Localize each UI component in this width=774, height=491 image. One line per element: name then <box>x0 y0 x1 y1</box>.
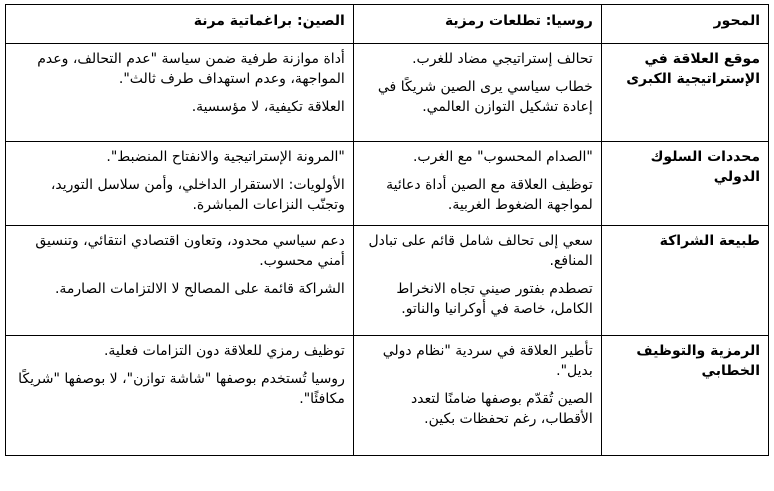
cell-paragraph: تأطير العلاقة في سردية "نظام دولي بديل". <box>382 343 593 379</box>
row-axis-label: محددات السلوك الدولي <box>601 142 768 226</box>
china-cell <box>6 44 354 142</box>
cell-paragraph: "المرونة الإستراتيجية والانفتاح المنضبط". <box>106 149 345 165</box>
row-axis-label: موقع العلاقة في الإستراتيجية الكبرى <box>601 44 768 142</box>
cell-paragraph: الشراكة قائمة على المصالح لا الالتزامات الصارمة. <box>54 281 345 297</box>
header-russia: روسيا: تطلعات رمزية <box>353 5 601 44</box>
russia-cell <box>353 226 601 336</box>
cell-paragraph: تصطدم بفتور صيني تجاه الانخراط الكامل، خاصة في أوكرانيا والناتو. <box>396 281 593 317</box>
russia-cell <box>353 44 601 142</box>
cell-paragraph: خطاب سياسي يرى الصين شريكًا في إعادة تشكيل التوازن العالمي. <box>377 79 593 115</box>
cell-paragraph: روسيا تُستخدم بوصفها "شاشة توازن"، لا بوصفها "شريكًا مكافئًا". <box>18 371 345 407</box>
china-cell <box>6 336 354 456</box>
cell-paragraph: الأولويات: الاستقرار الداخلي، وأمن سلاسل التوريد، وتجنّب النزاعات المباشرة. <box>50 177 345 213</box>
russia-cell <box>353 336 601 456</box>
china-cell <box>6 226 354 336</box>
table-header-row <box>6 5 769 44</box>
table-row <box>6 142 769 226</box>
cell-paragraph: تحالف إستراتيجي مضاد للغرب. <box>412 51 593 67</box>
cell-paragraph: أداة موازنة طرفية ضمن سياسة "عدم التحالف، وعدم المواجهة، وعدم استهداف طرف ثالث". <box>37 51 345 87</box>
cell-paragraph: العلاقة تكيفية، لا مؤسسية. <box>191 99 345 115</box>
cell-paragraph: دعم سياسي محدود، وتعاون اقتصادي انتقائي، وتنسيق أمني محسوب. <box>35 233 345 269</box>
row-axis-label: طبيعة الشراكة <box>601 226 768 336</box>
header-axis: المحور <box>601 5 768 44</box>
table-row <box>6 44 769 142</box>
comparison-table <box>5 4 769 456</box>
cell-paragraph: توظيف العلاقة مع الصين أداة دعائية لمواجهة الضغوط الغربية. <box>386 177 593 213</box>
table-row <box>6 226 769 336</box>
russia-cell <box>353 142 601 226</box>
cell-paragraph: "الصدام المحسوب" مع الغرب. <box>412 149 593 165</box>
cell-paragraph: سعي إلى تحالف شامل قائم على تبادل المنافع. <box>368 233 593 269</box>
cell-paragraph: توظيف رمزي للعلاقة دون التزامات فعلية. <box>103 343 345 359</box>
header-china: الصين: براغماتية مرنة <box>6 5 354 44</box>
table-row <box>6 336 769 456</box>
china-cell <box>6 142 354 226</box>
row-axis-label: الرمزية والتوظيف الخطابي <box>601 336 768 456</box>
cell-paragraph: الصين تُقدّم بوصفها ضامنًا لتعدد الأقطاب، رغم تحفظات بكين. <box>411 391 593 427</box>
